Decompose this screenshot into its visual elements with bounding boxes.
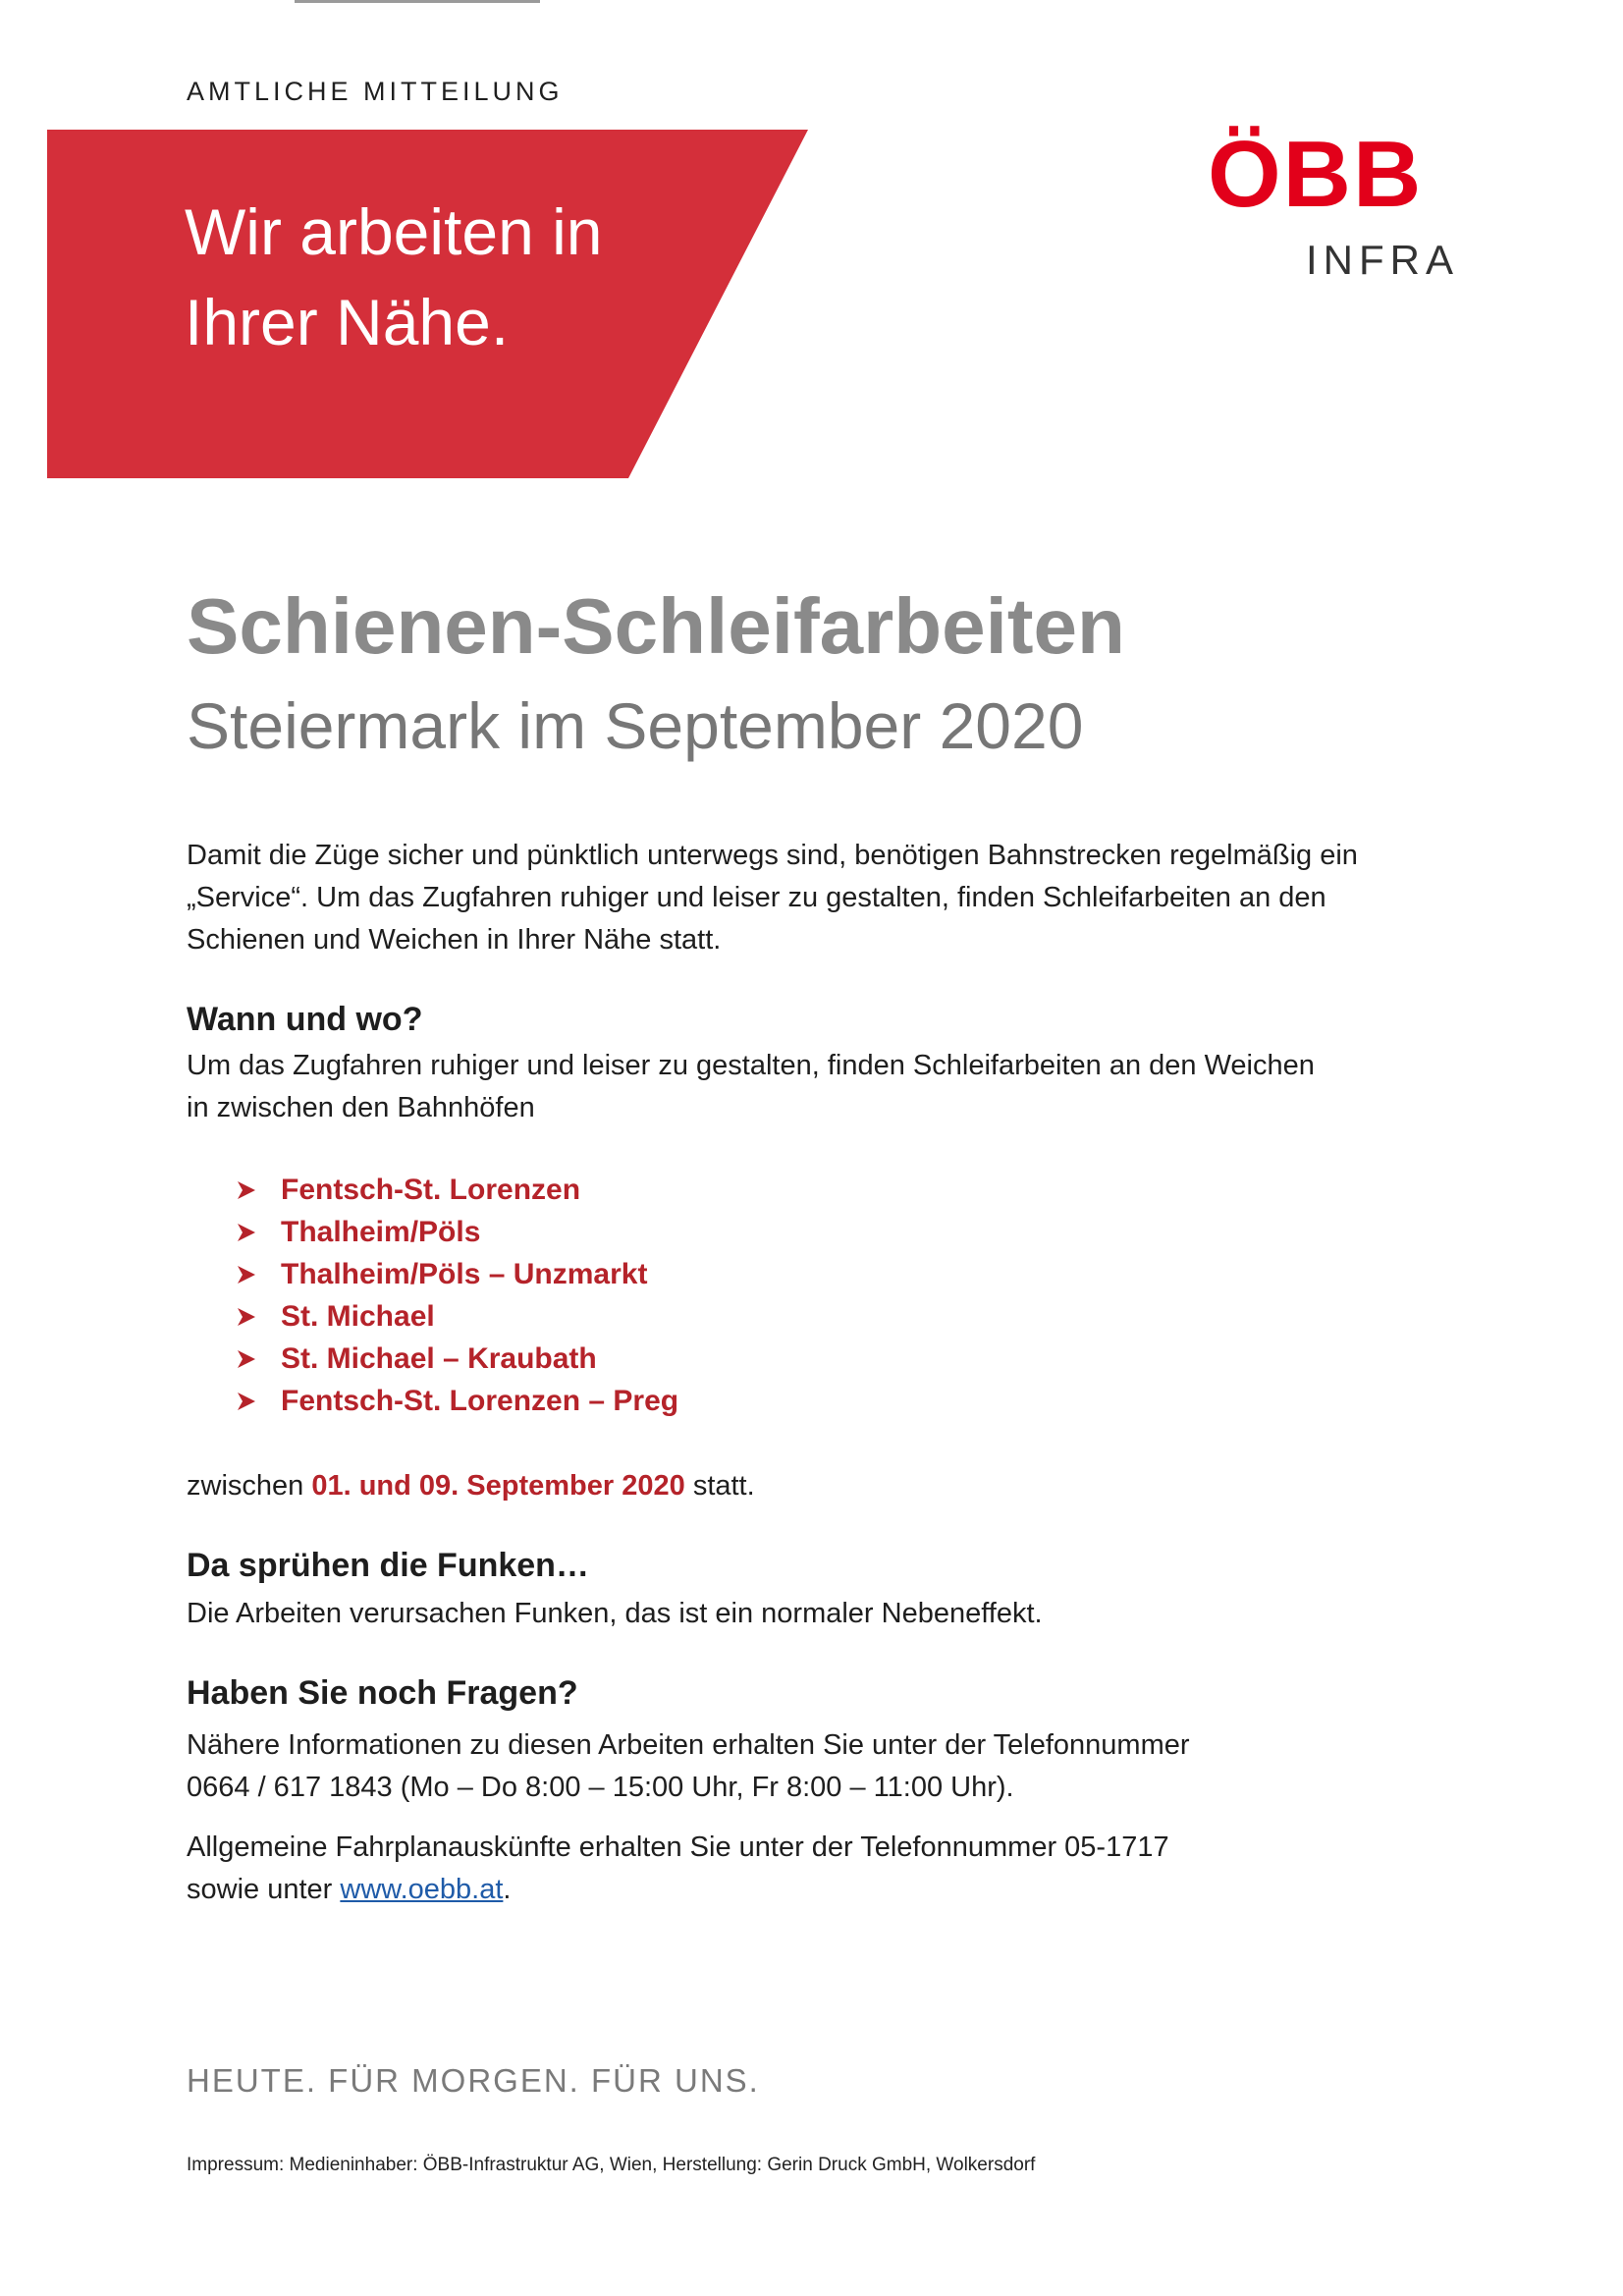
oebb-infra-logo bbox=[1208, 122, 1463, 293]
intro-paragraph bbox=[187, 835, 1463, 961]
when-where-line-1: Um das Zugfahren ruhiger und leiser zu gestalten, finden Schleifarbeiten an den Weichen bbox=[187, 1050, 1315, 1081]
page-title: Schienen-Schleifarbeiten bbox=[187, 582, 1125, 670]
when-where-heading: Wann und wo? bbox=[187, 1001, 423, 1038]
timetable-prefix: sowie unter bbox=[187, 1874, 333, 1905]
location-item bbox=[236, 1295, 678, 1338]
period-line bbox=[187, 1465, 1463, 1507]
questions-heading: Haben Sie noch Fragen? bbox=[187, 1674, 578, 1712]
arrowhead-icon bbox=[236, 1391, 281, 1412]
location-list bbox=[236, 1169, 678, 1422]
location-label: Thalheim/Pöls – Unzmarkt bbox=[281, 1257, 648, 1290]
arrowhead-icon bbox=[236, 1348, 281, 1370]
top-rule bbox=[295, 0, 540, 3]
location-item bbox=[236, 1211, 678, 1253]
arrowhead-icon bbox=[236, 1222, 281, 1243]
questions-line-2: 0664 / 617 1843 (Mo – Do 8:00 – 15:00 Uhr, Fr 8:00 – 11:00 Uhr). bbox=[187, 1772, 1014, 1803]
questions-line-1: Nähere Informationen zu diesen Arbeiten erhalten Sie unter der Telefonnummer bbox=[187, 1729, 1190, 1761]
page-subtitle: Steiermark im September 2020 bbox=[187, 689, 1084, 762]
logo-mark: ÖBB bbox=[1208, 122, 1424, 227]
location-item bbox=[236, 1338, 678, 1380]
sparks-heading: Da sprühen die Funken… bbox=[187, 1547, 589, 1584]
questions-paragraph bbox=[187, 1724, 1463, 1809]
arrowhead-icon bbox=[236, 1306, 281, 1328]
location-label: Fentsch-St. Lorenzen bbox=[281, 1173, 581, 1206]
when-where-paragraph bbox=[187, 1045, 1463, 1129]
intro-line-3: Schienen und Weichen in Ihrer Nähe statt. bbox=[187, 924, 722, 956]
when-where-line-2: in zwischen den Bahnhöfen bbox=[187, 1092, 535, 1123]
location-label: St. Michael bbox=[281, 1299, 435, 1333]
period-dates: 01. und 09. September 2020 bbox=[311, 1470, 685, 1502]
timetable-line-2 bbox=[187, 1869, 1463, 1911]
banner-line-1: Wir arbeiten in bbox=[185, 195, 603, 268]
arrowhead-icon bbox=[236, 1179, 281, 1201]
timetable-line-1: Allgemeine Fahrplanauskünfte erhalten Sie unter der Telefonnummer 05-1717 bbox=[187, 1831, 1169, 1863]
intro-line-2: „Service“. Um das Zugfahren ruhiger und leiser zu gestalten, finden Schleifarbeiten an den bbox=[187, 882, 1326, 913]
notice-label: AMTLICHE MITTEILUNG bbox=[187, 77, 564, 106]
period-prefix: zwischen bbox=[187, 1470, 304, 1502]
location-item bbox=[236, 1380, 678, 1422]
location-item bbox=[236, 1169, 678, 1211]
banner-line-2: Ihrer Nähe. bbox=[185, 286, 510, 358]
oebb-website-link[interactable]: www.oebb.at bbox=[340, 1874, 504, 1905]
header-banner bbox=[47, 130, 808, 478]
location-item bbox=[236, 1253, 678, 1295]
banner-text bbox=[185, 187, 603, 367]
timetable-suffix: . bbox=[503, 1874, 512, 1905]
sparks-text: Die Arbeiten verursachen Funken, das ist ein normaler Nebeneffekt. bbox=[187, 1598, 1043, 1629]
location-label: Thalheim/Pöls bbox=[281, 1215, 481, 1248]
location-label: St. Michael – Kraubath bbox=[281, 1341, 597, 1375]
period-suffix: statt. bbox=[692, 1470, 755, 1502]
footer-imprint: Impressum: Medieninhaber: ÖBB-Infrastruktur AG, Wien, Herstellung: Gerin Druck GmbH, Wolkersdorf bbox=[187, 2155, 1036, 2175]
arrowhead-icon bbox=[236, 1264, 281, 1285]
logo-subtitle: INFRA bbox=[1306, 237, 1459, 283]
footer-motto: HEUTE. FÜR MORGEN. FÜR UNS. bbox=[187, 2062, 760, 2099]
location-label: Fentsch-St. Lorenzen – Preg bbox=[281, 1384, 679, 1417]
intro-line-1: Damit die Züge sicher und pünktlich unterwegs sind, benötigen Bahnstrecken regelmäßig ein bbox=[187, 840, 1358, 871]
timetable-paragraph bbox=[187, 1827, 1463, 1911]
